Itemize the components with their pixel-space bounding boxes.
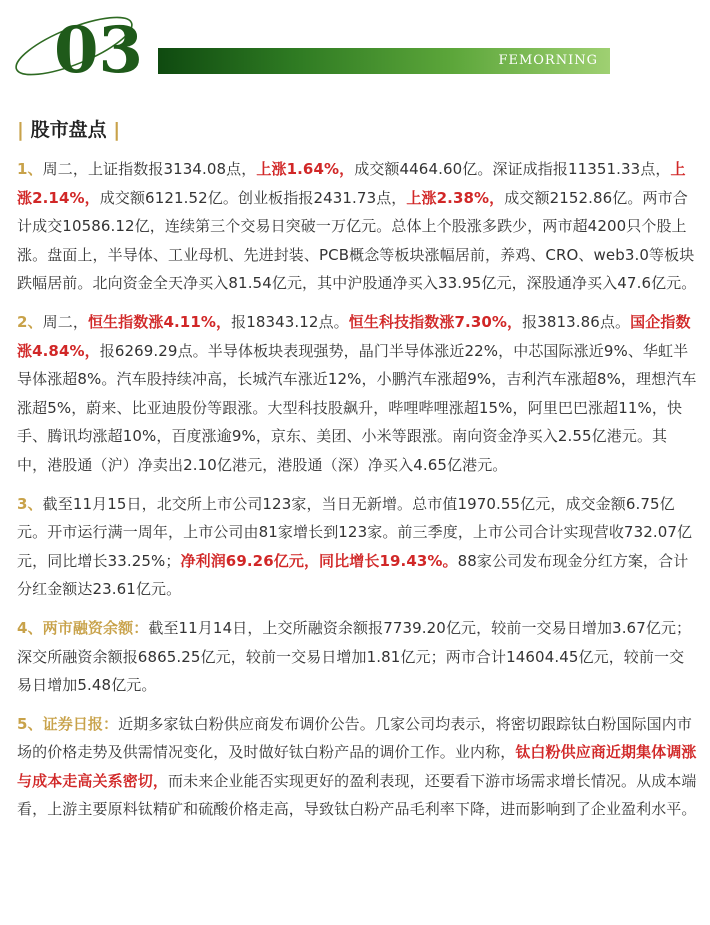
- highlight-text: 恒生科技指数涨7.30%，: [348, 312, 523, 331]
- title-bar-left: |: [17, 119, 24, 141]
- header-banner: [0, 0, 710, 90]
- body-text: 成交额4464.60亿。深证成指报11351.33点，: [354, 160, 671, 178]
- paragraph-4: [17, 614, 697, 700]
- brand-text: FEMORNING: [498, 53, 598, 68]
- body-text: 截至11月14日，上交所融资余额报7739.20亿元，较前一交易日增加3.67亿元；深交所融资余额报6865.25亿元，较前一交易日增加1.81亿元；两市合计14604.45亿元，较前一交易日增加5.48亿元。: [17, 618, 692, 695]
- section-number-logo: [6, 6, 156, 82]
- paragraph-2: [17, 308, 697, 480]
- article-content: [17, 155, 697, 834]
- highlight-text: 恒生指数涨4.11%，: [87, 312, 232, 331]
- title-bar-right: |: [113, 119, 121, 141]
- highlight-text: 国企指数涨4.84%，: [17, 312, 691, 360]
- body-text: 而未来企业能否实现更好的盈利表现，还要看下游市场需求增长情况。从成本端看，上游主要原料钛精矿和硫酸价格走高，导致钛白粉产品毛利率下降，进而影响到了企业盈利水平。: [17, 771, 697, 819]
- paragraph-5: [17, 710, 697, 824]
- body-text: 88家公司发布现金分红方案，合计分红金额达23.61亿元。: [17, 551, 689, 599]
- paragraph-3: [17, 490, 697, 604]
- paragraph-number: 3、: [17, 494, 43, 513]
- paragraph-1: [17, 155, 697, 298]
- highlight-text: 钛白粉供应商近期集体调涨与成本走高关系密切，: [17, 743, 697, 790]
- section-number: 03: [54, 13, 144, 82]
- body-text: 报6269.29点。半导体板块表现强势，晶门半导体涨近22%，中芯国际涨近9%、华虹半导体涨超8%。汽车股持续冲高，长城汽车涨近12%，小鹏汽车涨超9%，吉利汽车涨超8%，理想汽车涨超5%，蔚来、比亚迪股份等跟涨。大型科技股飙升，哔哩哔哩涨超15%，阿里巴巴涨超11%，快手、腾讯均涨超10%，百度涨逾9%，京东、美团、小米等跟涨。南向资金净买入2.55亿港元。其中，港股通（沪）净卖出2.10亿港元，港股通（深）净买入4.65亿港元。: [17, 341, 697, 474]
- body-text: 近期多家钛白粉供应商发布调价公告。几家公司均表示，将密切跟踪钛白粉国际国内市场的价格走势及供需情况变化，及时做好钛白粉产品的调价工作。业内称，: [17, 714, 692, 762]
- body-text: 周二，: [42, 312, 88, 331]
- highlight-text: 净利润69.26亿元，同比增长19.43%。: [180, 551, 458, 570]
- body-text: 周二，上证指数报3134.08点，: [42, 160, 257, 178]
- paragraph-number: 1、: [17, 160, 43, 178]
- highlight-text: 上涨2.38%，: [406, 188, 505, 207]
- paragraph-number: 4、两市融资余额：: [17, 618, 149, 637]
- highlight-text: 上涨1.64%，: [256, 160, 355, 178]
- body-text: 成交额2152.86亿。两市合计成交10586.12亿，连续第三个交易日突破一万亿元。总体上个股涨多跌少，两市超4200只个股上涨。盘面上，半导体、工业母机、先进封装、PCB概念等板块涨幅居前，养鸡、CRO、web3.0等板块跌幅居前。北向资金全天净买入81.54亿元，其中沪股通净买入33.95亿元，深股通净买入47.6亿元。: [17, 188, 697, 293]
- body-text: 成交额6121.52亿。创业板指报2431.73点，: [99, 188, 407, 207]
- body-text: 截至11月15日，北交所上市公司123家，当日无新增。总市值1970.55亿元，成交金额6.75亿元。开市运行满一周年，上市公司由81家增长到123家。前三季度，上市公司合计实现营收732.07亿元，同比增长33.25%；: [17, 494, 693, 570]
- section-title: [17, 117, 120, 143]
- body-text: 报18343.12点。: [231, 312, 349, 331]
- section-title-text: 股市盘点: [30, 119, 107, 141]
- paragraph-number: 5、证券日报：: [17, 714, 119, 733]
- highlight-text: 上涨2.14%，: [17, 160, 686, 207]
- header-green-bar: [158, 48, 610, 74]
- paragraph-number: 2、: [17, 312, 43, 331]
- body-text: 报3813.86点。: [522, 312, 631, 331]
